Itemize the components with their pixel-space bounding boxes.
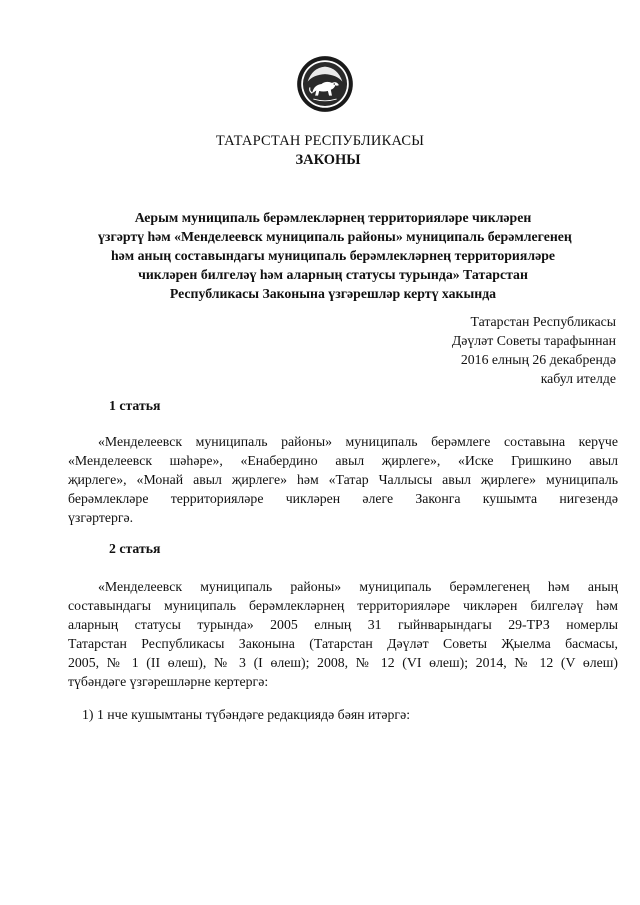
- text-line: «Менделеевск шәһәре», «Енабердино авыл җирлеге», «Иске Гришкино авыл: [68, 453, 618, 468]
- article-2-heading: 2 статья: [109, 541, 161, 556]
- article-1-heading: 1 статья: [109, 398, 161, 413]
- text-line: «Менделеевск муниципаль районы» муниципаль берәмлегенең һәм аның: [98, 579, 618, 594]
- document-title: [98, 208, 572, 303]
- text-line: җирлеге», «Монай авыл җирлеге» һәм «Татар Чаллысы авыл җирлеге» муниципаль: [68, 472, 618, 487]
- title-line: чикләрен билгеләү һәм аларның статусы турында» Татарстан: [138, 267, 528, 282]
- article-1-text: [68, 432, 618, 527]
- article-2-text: [68, 577, 618, 691]
- text-line: берәмлекләре территорияләре чикләрен әлеге Законга кушымта нигезендә: [68, 491, 618, 506]
- adoption-line: Татарстан Республикасы: [470, 314, 616, 329]
- list-item-1: 1) 1 нче кушымтаны түбәндәге редакциядә бәян итәргә:: [82, 707, 411, 722]
- adoption-line: кабул ителде: [540, 371, 616, 386]
- adoption-note: [452, 312, 616, 388]
- text-line: «Менделеевск муниципаль районы» муниципаль берәмлеге составына керүче: [98, 434, 618, 449]
- header-country: ТАТАРСТАН РЕСПУБЛИКАСЫ: [215, 133, 425, 149]
- adoption-line: 2016 елның 26 декабрендә: [460, 352, 616, 367]
- title-line: Республикасы Законына үзгәрешләр кертү хакында: [169, 286, 497, 301]
- header-laws: ЗАКОНЫ: [295, 152, 361, 168]
- text-line: аларның статусы турында» 2005 елның 31 гыйнварындагы 29-ТРЗ номерлы: [68, 617, 618, 632]
- title-line: үзгәртү һәм «Менделеевск муниципаль районы» муниципаль берәмлегенең: [98, 229, 572, 244]
- title-line: һәм аның составындагы муниципаль берәмлекләрнең территорияләре: [110, 248, 556, 263]
- coat-of-arms-emblem: [296, 55, 354, 113]
- text-line: түбәндәге үзгәрешләрне кертергә:: [68, 674, 269, 689]
- text-line: Татарстан Республикасы Законына (Татарстан Дәүләт Советы Җыелма басмасы,: [68, 636, 618, 651]
- text-line: составындагы муниципаль берәмлекләрнең территорияләре чикләрен билгеләү һәм: [68, 598, 618, 613]
- adoption-line: Дәүләт Советы тарафыннан: [451, 333, 616, 348]
- text-line: 2005, № 1 (II өлеш), № 3 (I өлеш); 2008, № 12 (VI өлеш); 2014, № 12 (V өлеш): [68, 655, 618, 670]
- text-line: үзгәртергә.: [68, 510, 134, 525]
- title-line: Аерым муниципаль берәмлекләрнең территорияләре чикләрен: [134, 210, 532, 225]
